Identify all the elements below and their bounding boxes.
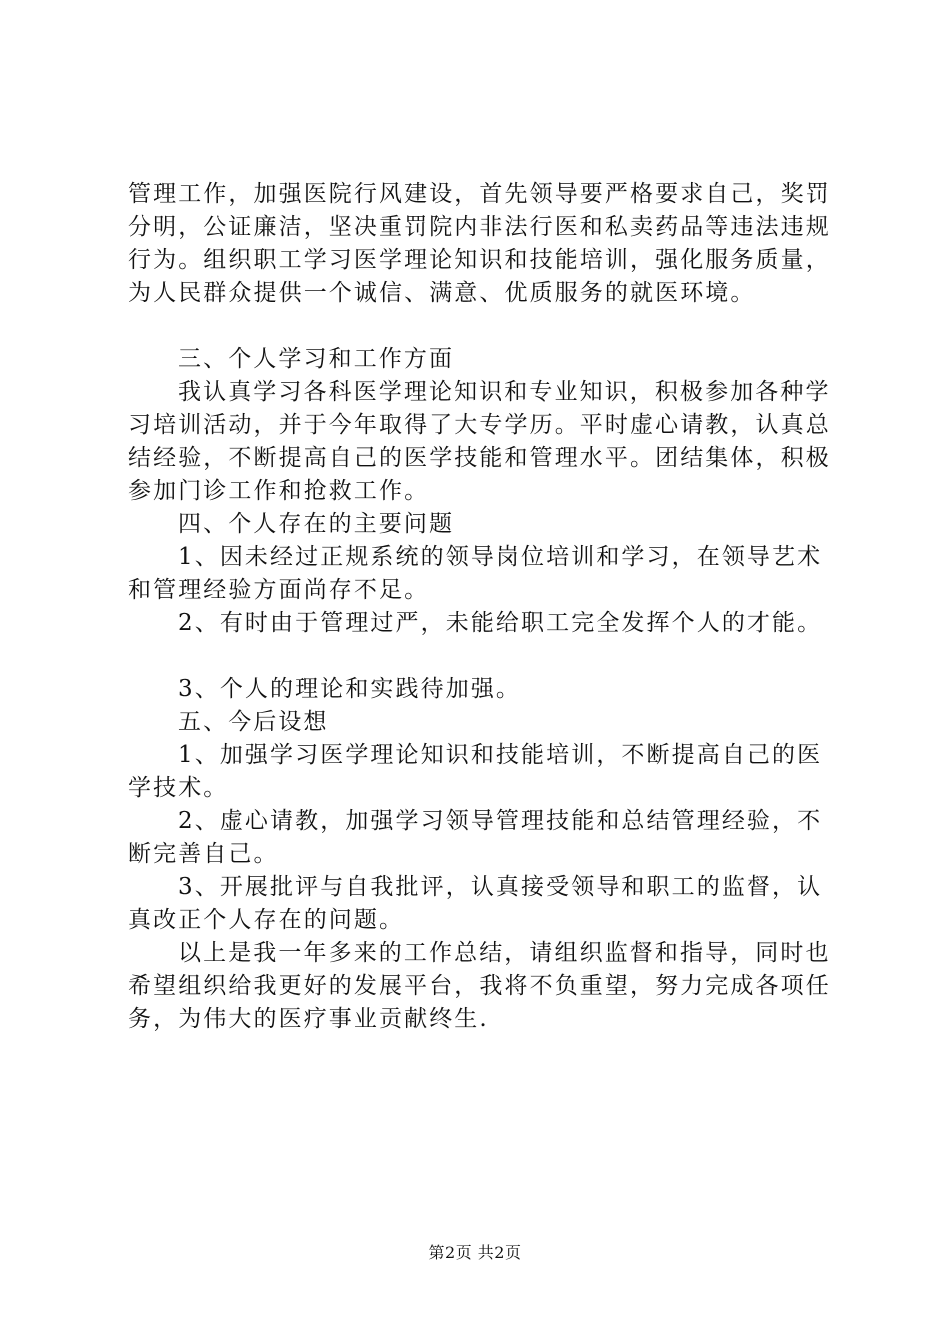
document-body xyxy=(128,178,833,1036)
heading-personal-study: 三、个人学习和工作方面 xyxy=(178,346,455,372)
page-number-footer: 第2页 共2页 xyxy=(428,1243,522,1262)
plan-item-2: 2、虚心请教，加强学习领导管理技能和总结管理经验，不断完善自己。 xyxy=(128,808,823,867)
paragraph-conclusion: 以上是我一年多来的工作总结，请组织监督和指导，同时也希望组织给我更好的发展平台，我将不负重望，努力完成各项任务，为伟大的医疗事业贡献终生. xyxy=(128,940,831,1032)
problem-item-2: 2、有时由于管理过严，未能给职工完全发挥个人的才能。 xyxy=(178,610,823,636)
paragraph-management-work: 管理工作，加强医院行风建设，首先领导要严格要求自己，奖罚分明，公证廉洁，坚决重罚院内非法行医和私卖药品等违法违规行为。组织职工学习医学理论知识和技能培训，强化服务质量，为人民群众提供一个诚信、满意、优质服务的就医环境。 xyxy=(128,181,831,306)
plan-item-3: 3、开展批评与自我批评，认真接受领导和职工的监督，认真改正个人存在的问题。 xyxy=(128,874,823,933)
heading-future-plans: 五、今后设想 xyxy=(178,709,329,735)
problem-item-1: 1、因未经过正规系统的领导岗位培训和学习，在领导艺术和管理经验方面尚存不足。 xyxy=(128,544,823,603)
plan-item-1: 1、加强学习医学理论知识和技能培训，不断提高自己的医学技术。 xyxy=(128,742,823,801)
paragraph-personal-study: 我认真学习各科医学理论知识和专业知识，积极参加各种学习培训活动，并于今年取得了大专学历。平时虚心请教，认真总结经验，不断提高自己的医学技能和管理水平。团结集体，积极参加门诊工作和抢救工作。 xyxy=(128,379,831,504)
heading-main-problems: 四、个人存在的主要问题 xyxy=(178,511,455,537)
problem-item-3: 3、个人的理论和实践待加强。 xyxy=(178,676,522,702)
